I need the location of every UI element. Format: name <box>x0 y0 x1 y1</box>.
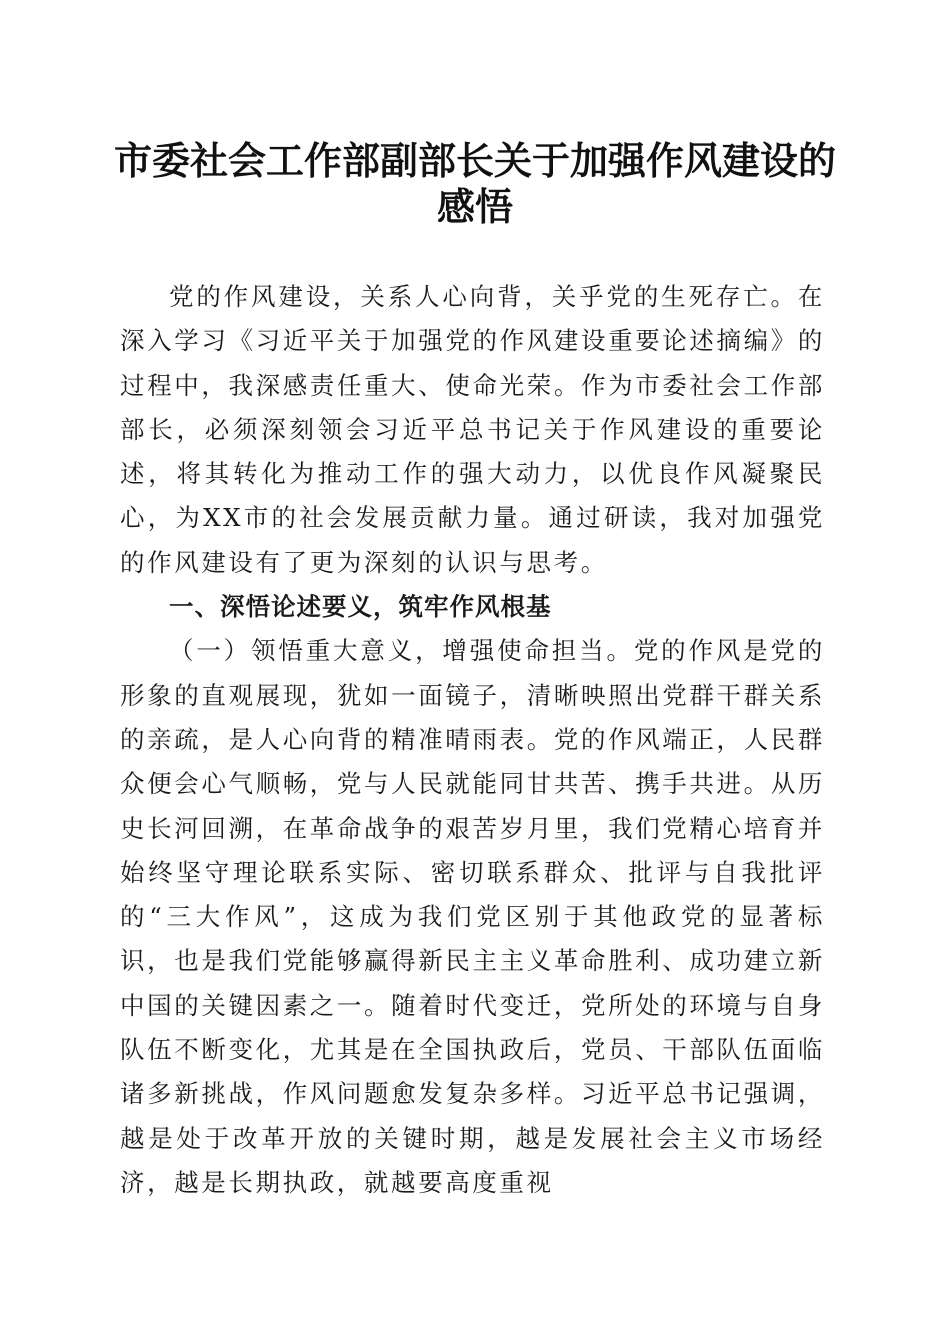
subsection-lead: （一）领悟重大意义，增强使命担当。 <box>169 636 634 666</box>
subsection-paragraph <box>120 629 825 1205</box>
section-heading: 一、深悟论述要义，筑牢作风根基 <box>169 592 552 622</box>
subsection-text: 党的作风是党的形象的直观展现，犹如一面镜子，清晰映照出党群干群关系的亲疏，是人心向背的精准晴雨表。党的作风端正，人民群众便会心气顺畅，党与人民就能同甘共苦、携手共进。从历史长河回溯，在革命战争的艰苦岁月里，我们党精心培育并始终坚守理论联系实际、密切联系群众、批评与自我批评的“三大作风”，这成为我们党区别于其他政党的显著标识，也是我们党能够赢得新民主主义革命胜利、成功建立新中国的关键因素之一。随着时代变迁，党所处的环境与自身队伍不断变化，尤其是在全国执政后，党员、干部队伍面临诸多新挑战，作风问题愈发复杂多样。习近平总书记强调，越是处于改革开放的关键时期，越是发展社会主义市场经济，越是长期执政，就越要高度重视 <box>120 636 826 1197</box>
document-title: 市委社会工作部副部长关于加强作风建设的感悟 <box>113 138 836 229</box>
intro-paragraph: 党的作风建设，关系人心向背，关乎党的生死存亡。在深入学习《习近平关于加强党的作风建设重要论述摘编》的过程中，我深感责任重大、使命光荣。作为市委社会工作部部长，必须深刻领会习近平总书记关于作风建设的重要论述，将其转化为推动工作的强大动力，以优良作风凝聚民心，为XX市的社会发展贡献力量。通过研读，我对加强党的作风建设有了更为深刻的认识与思考。 <box>120 282 825 577</box>
document-body <box>120 275 825 1205</box>
